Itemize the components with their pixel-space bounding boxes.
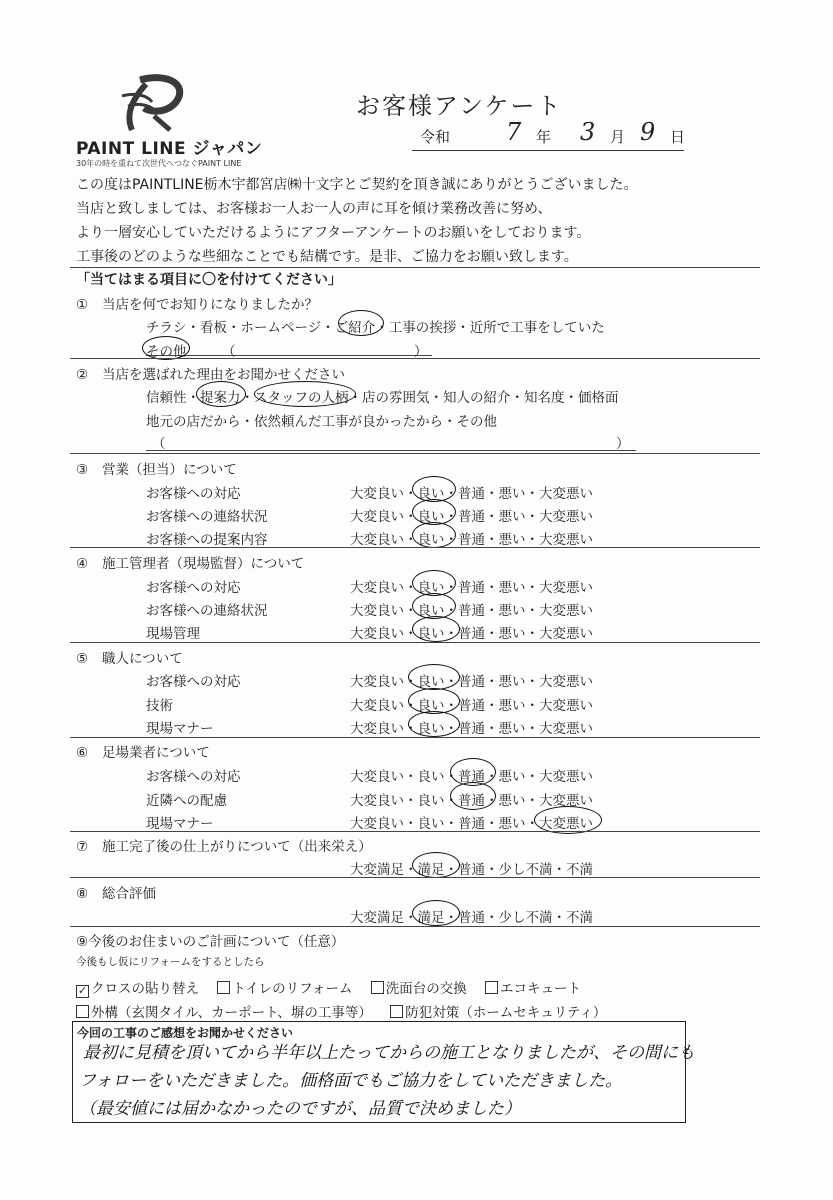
q9-options-row-2: [76, 1001, 606, 1021]
comment-box: [72, 1021, 695, 1123]
q9-option: 防犯対策（ホームセキュリティ）: [405, 1005, 607, 1021]
page-title: お客様アンケート: [356, 92, 563, 120]
q4-item: 現場管理: [146, 626, 200, 642]
q9-subtitle: 今後もし仮にリフォームをするとしたら: [76, 956, 265, 968]
rating-scale: 大変良い・良い・普通・悪い・大変悪い: [350, 674, 593, 690]
rating-circle: [412, 616, 460, 642]
q1-options: チラシ・看板・ホームページ・ご紹介・工事の挨拶・近所で工事をしていた: [146, 320, 605, 336]
intro-line: この度はPAINTLINE栃木宇都宮店㈱十文字とご契約を頂き誠にありがとうございました。: [76, 177, 638, 193]
rating-scale: 大変良い・良い・普通・悪い・大変悪い: [350, 721, 593, 737]
q9-title: ⑨今後のお住まいのご計画について（任意）: [76, 934, 345, 950]
q2-other-line: [146, 450, 636, 451]
q2-paren-close: ）: [616, 436, 630, 452]
q6-item: お客様への対応: [146, 769, 241, 785]
q6-item: 近隣への配慮: [146, 793, 227, 809]
q9-option: エコキュート: [500, 981, 582, 997]
divider: [70, 642, 760, 643]
divider: [70, 926, 760, 927]
checkbox[interactable]: [371, 981, 384, 994]
rating-circle: [408, 711, 460, 737]
date-month-label: 月: [610, 128, 626, 146]
divider: [70, 547, 760, 548]
q4-question: 施工管理者（現場監督）について: [102, 556, 305, 572]
rating-scale: 大変良い・良い・普通・悪い・大変悪い: [350, 532, 593, 548]
date-year: 7: [506, 118, 522, 146]
q6-question: 足場業者について: [102, 745, 210, 761]
q2-question: 当店を選ばれた理由をお聞かせください: [102, 367, 345, 383]
q3-number: ③: [76, 462, 89, 478]
q2-answer-circle: [196, 381, 246, 407]
q1-question: 当店を何でお知りになりましたか？: [102, 297, 318, 313]
q3-item: お客様への連絡状況: [146, 509, 268, 525]
date-day: 9: [640, 118, 656, 146]
q8-question: 総合評価: [102, 886, 156, 902]
divider: [70, 358, 760, 359]
divider: [70, 737, 760, 738]
checkbox[interactable]: [390, 1005, 403, 1018]
company-logo: [70, 72, 263, 168]
divider: [70, 877, 760, 878]
q1-title: [76, 293, 318, 313]
satisfaction-scale: 大変満足・満足・普通・少し不満・不満: [350, 862, 593, 878]
intro-line: 当店と致しましては、お客様お一人お一人の声に耳を傾け業務改善に努め、: [76, 201, 552, 217]
divider: [70, 453, 760, 454]
q6-number: ⑥: [76, 745, 89, 761]
comment-line: 最初に見積を頂いてから半年以上たってからの施工となりましたが、その間にも: [83, 1043, 695, 1063]
brand-name: PAINT LINE ジャパン: [76, 139, 263, 159]
q1-paren-open: （: [222, 344, 236, 360]
q9-options-row-1: [76, 977, 581, 998]
rating-circle: [450, 782, 496, 810]
q1-number: ①: [76, 297, 89, 313]
rating-scale: 大変良い・良い・普通・悪い・大変悪い: [350, 769, 593, 785]
rating-circle: [408, 664, 460, 690]
q6-item: 現場マナー: [146, 816, 214, 832]
rating-circle: [412, 900, 460, 926]
q9-option: クロスの貼り替え: [91, 981, 199, 997]
date-month: 3: [580, 118, 596, 146]
checkbox-checked[interactable]: ✓: [77, 984, 88, 997]
q9-option: トイレのリフォーム: [232, 981, 353, 997]
q4-item: お客様への連絡状況: [146, 603, 268, 619]
q5-title: [76, 647, 183, 667]
q3-question: 営業（担当）について: [102, 462, 237, 478]
comment-label: 今回の工事のご感想をお聞かせください: [77, 1026, 294, 1040]
q5-number: ⑤: [76, 651, 89, 667]
q2-paren-open: （: [152, 436, 166, 452]
q4-title: [76, 552, 304, 572]
rating-scale: 大変良い・良い・普通・悪い・大変悪い: [350, 486, 593, 502]
rating-scale: 大変良い・良い・普通・悪い・大変悪い: [350, 816, 593, 832]
date-era: 令和: [420, 128, 451, 146]
date-day-label: 日: [670, 128, 686, 146]
q5-item: お客様への対応: [146, 674, 241, 690]
q5-item: 現場マナー: [146, 721, 214, 737]
divider: [70, 831, 760, 832]
q3-title: [76, 458, 237, 478]
q3-item: お客様への対応: [146, 486, 241, 502]
q5-item: 技術: [146, 698, 173, 714]
rating-circle: [534, 806, 602, 834]
q9-option: 外構（玄関タイル、カーポート、塀の工事等）: [91, 1005, 372, 1021]
rating-scale: 大変良い・良い・普通・悪い・大変悪い: [350, 626, 593, 642]
rating-scale: 大変良い・良い・普通・悪い・大変悪い: [350, 603, 593, 619]
q7-number: ⑦: [76, 839, 89, 855]
date-year-label: 年: [536, 128, 552, 146]
q8-number: ⑧: [76, 886, 89, 902]
divider: [70, 267, 760, 268]
q2-title: [76, 363, 345, 383]
comment-line: フォローをいただきました。価格面でもご協力をしていただきました。: [79, 1071, 623, 1091]
rating-circle: [412, 522, 456, 548]
q2-options-1: 信頼性・提案力・スタッフの人柄・店の雰囲気・知人の紹介・知名度・価格面: [146, 390, 619, 406]
q1-other: その他: [146, 344, 187, 360]
rating-scale: 大変良い・良い・普通・悪い・大変悪い: [350, 509, 593, 525]
q8-title: [76, 882, 156, 902]
intro-line: 工事後のどのような些細なことでも結構です。是非、ご協力をお願い致します。: [76, 249, 578, 265]
q1-paren-close: ）: [414, 344, 428, 360]
rating-circle: [412, 852, 460, 878]
q4-number: ④: [76, 556, 89, 572]
q2-number: ②: [76, 367, 89, 383]
checkbox[interactable]: [217, 981, 230, 994]
rating-scale: 大変良い・良い・普通・悪い・大変悪い: [350, 793, 593, 809]
q1-other-line: [146, 355, 432, 356]
q2-answer-circle: [254, 381, 356, 407]
paint-line-logo-icon: [70, 72, 190, 134]
q7-question: 施工完了後の仕上がりについて（出来栄え）: [102, 839, 372, 855]
checkbox[interactable]: [485, 981, 498, 994]
q7-title: [76, 835, 372, 855]
date-field: [412, 120, 684, 151]
brand-tagline: 30年の時を重ねて次世代へつなぐPAINT LINE: [76, 159, 242, 168]
q3-item: お客様への提案内容: [146, 532, 268, 548]
satisfaction-scale: 大変満足・満足・普通・少し不満・不満: [350, 910, 593, 926]
q1-other-circle: [142, 336, 190, 360]
q2-options-2: 地元の店だから・依然頼んだ工事が良かったから・その他: [146, 414, 497, 430]
q1-answer-circle: [338, 310, 384, 336]
rating-scale: 大変良い・良い・普通・悪い・大変悪い: [350, 580, 593, 596]
instruction: 「当てはまる項目に〇を付けてください」: [76, 272, 342, 288]
rating-scale: 大変良い・良い・普通・悪い・大変悪い: [350, 698, 593, 714]
checkbox[interactable]: [76, 1005, 89, 1018]
q4-item: お客様への対応: [146, 580, 241, 596]
comment-line: （最安値には届かなかったのですが、品質で決めました）: [79, 1099, 521, 1119]
q5-question: 職人について: [102, 651, 183, 667]
q6-title: [76, 741, 210, 761]
q9-option: 洗面台の交換: [385, 981, 467, 997]
intro-text: [76, 173, 638, 269]
intro-line: より一層安心していただけるようにアフターアンケートのお願いをしております。: [76, 225, 591, 241]
